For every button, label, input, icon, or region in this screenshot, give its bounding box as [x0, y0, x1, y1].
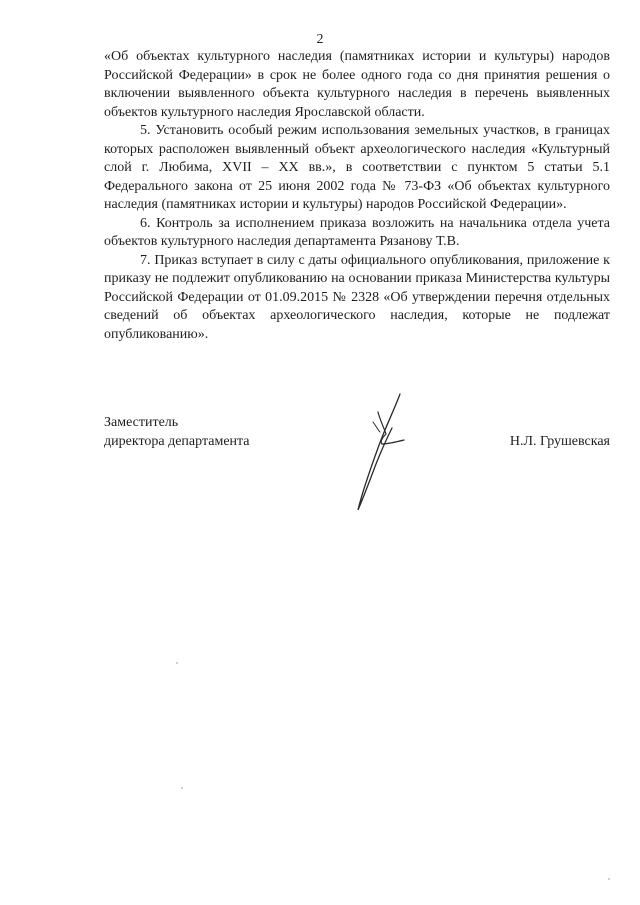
signatory-title-line-1: Заместитель: [104, 415, 179, 430]
paragraph-continuation: «Об объектах культурного наследия (памятниках истории и культуры) народов Российской Федерации» в срок не более одного года со дня принятия решения о включении выявленного объекта культурного наследия в перечень выявленных объектов культурного наследия Ярославской области.: [104, 49, 610, 120]
scan-speck: [176, 662, 178, 664]
signatory-title: [104, 413, 250, 451]
page-number: 2: [316, 32, 324, 47]
paragraph-6: 6. Контроль за исполнением приказа возложить на начальника отдела учета объектов культурного наследия департамента Рязанову Т.В.: [104, 215, 610, 249]
signatory-title-line-2: директора департамента: [104, 434, 250, 449]
paragraph-7: 7. Приказ вступает в силу с даты официального опубликования, приложение к приказу не подлежит опубликованию на основании приказа Министерства культуры Российской Федерации от 01.09.2015 № 2328 «Об утверждении перечня отдельных сведений об объектах археологического наследия, которые не подлежат опубликованию».: [104, 252, 610, 342]
document-body: [104, 48, 610, 344]
signature-icon: [340, 388, 420, 518]
scan-speck: [608, 878, 610, 880]
scan-speck: [181, 787, 183, 789]
signatory-name: Н.Л. Грушевская: [509, 434, 610, 449]
paragraph-5: 5. Установить особый режим использования земельных участков, в границах которых расположен выявленный объект археологического наследия «Культурный слой г. Любима, XVII – XX вв.», в соответствии с пунктом 5 статьи 5.1 Федерального закона от 25 июня 2002 года № 73-ФЗ «Об объектах культурного наследия (памятниках истории и культуры) народов Российской Федерации».: [104, 123, 610, 212]
